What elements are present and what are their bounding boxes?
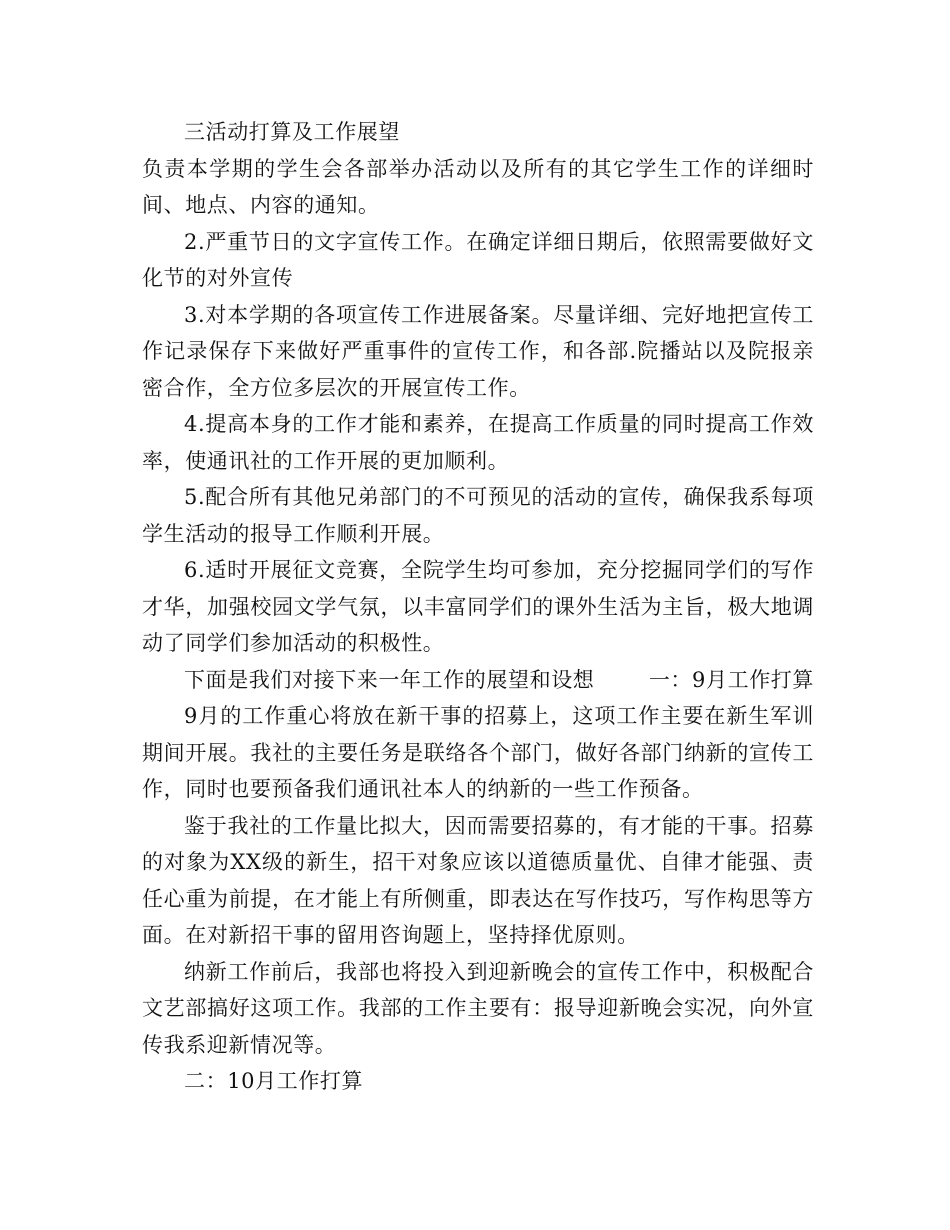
outlook-intro-line [142,662,814,699]
october-plan-heading: 二：10月工作打算 [184,1069,364,1093]
paragraph-recruitment: 鉴于我社的工作量比拟大，因而需要招募的，有才能的干事。招募的对象为XX级的新生，招干对象应该以道德质量优、自律才能强、责任心重为前提，在才能上有所侧重，即表达在写作技巧，写作构思等方面。在对新招干事的留用咨询题上，坚持择优原则。 [142,813,814,947]
paragraph-item-6: 6.适时开展征文竞赛，全院学生均可参加，充分挖掘同学们的写作才华，加强校园文学气氛，以丰富同学们的课外生活为主旨，极大地调动了同学们参加活动的积极性。 [142,558,814,655]
paragraph-item-3: 3.对本学期的各项宣传工作进展备案。尽量详细、完好地把宣传工作记录保存下来做好严重事件的宣传工作，和各部.院播站以及院报亲密合作，全方位多层次的开展宣传工作。 [142,302,814,400]
paragraph: 负责本学期的学生会各部举办活动以及所有的其它学生工作的详细时间、地点、内容的通知。 [142,156,814,217]
paragraph-item-4: 4.提高本身的工作才能和素养，在提高工作质量的同时提高工作效率，使通讯社的工作开展的更加顺利。 [142,412,814,473]
paragraph-september: 9月的工作重心将放在新干事的招募上，这项工作主要在新生军训期间开展。我社的主要任务是联络各个部门，做好各部门纳新的宣传工作，同时也要预备我们通讯社本人的纳新的一些工作预备。 [142,704,814,801]
september-plan-heading: 一：9月工作打算 [648,667,814,692]
document-body [142,114,814,1100]
section-heading: 三活动打算及工作展望 [184,120,400,144]
outlook-intro-text: 下面是我们对接下来一年工作的展望和设想 [184,667,595,692]
paragraph-item-5: 5.配合所有其他兄弟部门的不可预见的活动的宣传，确保我系每项学生活动的报导工作顺利开展。 [142,485,814,546]
paragraph-item-2: 2.严重节日的文字宣传工作。在确定详细日期后，依照需要做好文化节的对外宣传 [142,229,814,290]
paragraph-welcome-party: 纳新工作前后，我部也将投入到迎新晚会的宣传工作中，积极配合文艺部搞好这项工作。我部的工作主要有：报导迎新晚会实况，向外宣传我系迎新情况等。 [142,959,814,1057]
